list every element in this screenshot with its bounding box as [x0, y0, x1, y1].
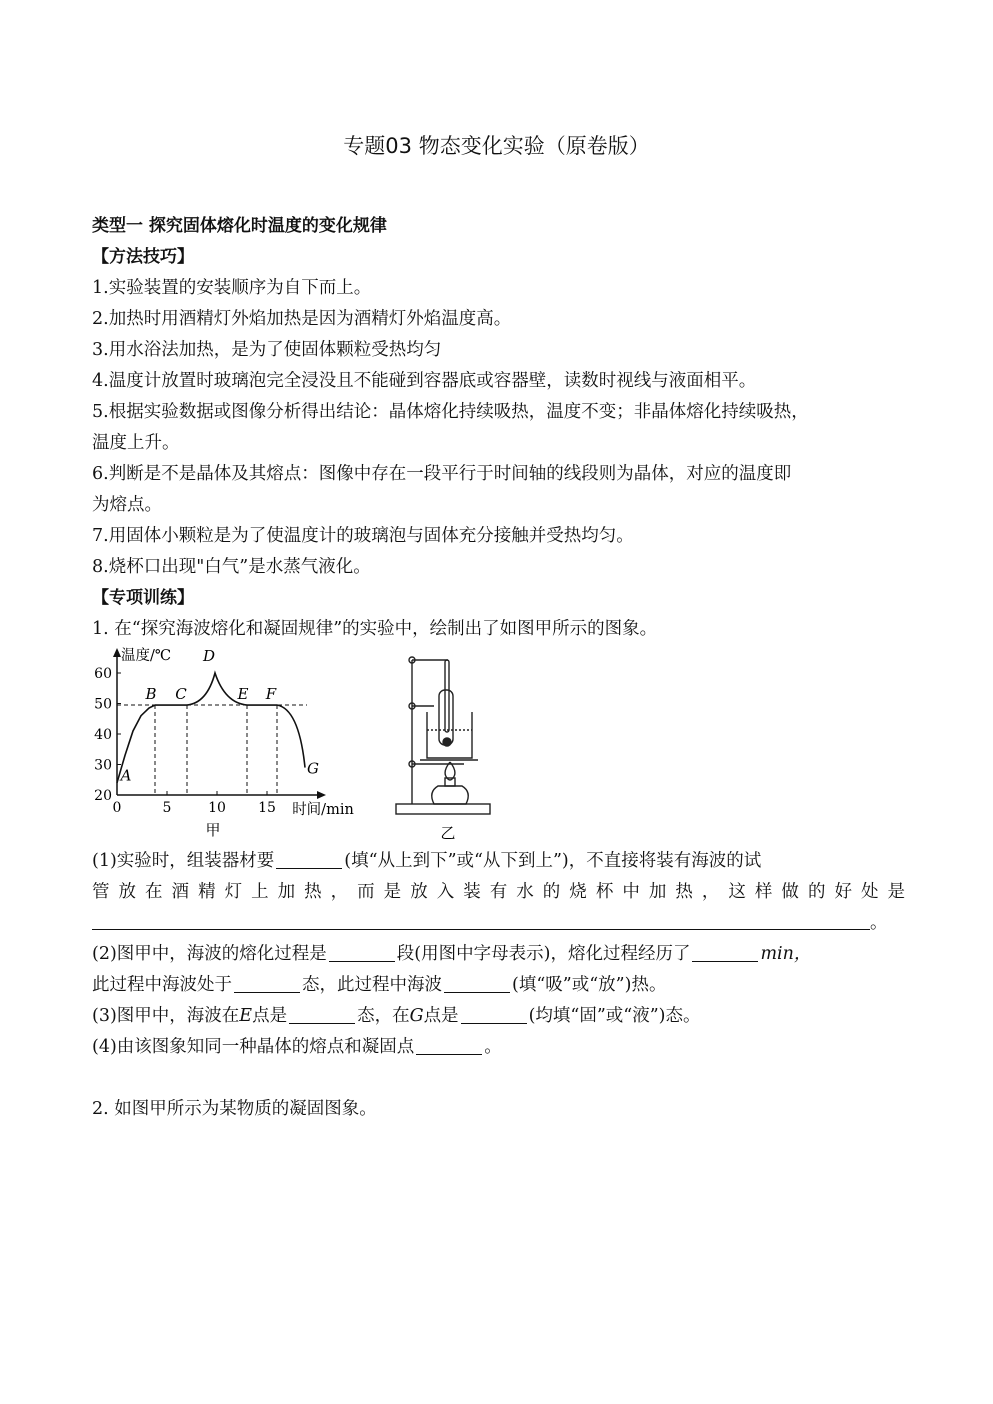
y-tick-label: 40: [94, 727, 112, 743]
point-label-b: B: [145, 685, 157, 704]
tip-1: 1.实验装置的安装顺序为自下而上。: [92, 278, 372, 298]
x-tick-label: 15: [258, 800, 276, 816]
tip-8: 8.烧杯口出现"白气”是水蒸气液化。: [92, 557, 371, 577]
thermometer: [445, 660, 449, 732]
point-label-e: E: [237, 685, 249, 704]
y-tick-label: 30: [94, 757, 112, 774]
tip-2: 2.加热时用酒精灯外焰加热是因为酒精灯外焰温度高。: [92, 309, 512, 329]
point-label-a: A: [120, 766, 132, 785]
test-tube: [439, 690, 453, 745]
training-heading: 【专项训练】: [92, 588, 194, 608]
blank-6[interactable]: [444, 972, 510, 993]
blank-4[interactable]: [692, 941, 758, 962]
melting-chart: [86, 642, 386, 842]
blank-3[interactable]: [329, 941, 395, 962]
tip-7: 7.用固体小颗粒是为了使温度计的玻璃泡与固体充分接触并受热均匀。: [92, 526, 634, 546]
method-heading: 【方法技巧】: [92, 247, 194, 267]
tip-6: 6.判断是不是晶体及其熔点：图像中存在一段平行于时间轴的线段则为晶体，对应的温度即: [92, 464, 792, 484]
q1-part3: (3)图甲中，海波在E点是 态，在G点是 (均填“固”或“液”)态。: [92, 1001, 922, 1032]
y-tick-label: 50: [94, 696, 112, 713]
apparatus-figure: [390, 650, 500, 845]
flame: [445, 762, 455, 780]
x-tick-label: 5: [162, 800, 172, 816]
y-tick-label: 20: [94, 788, 112, 804]
question-2-stem: 2. 如图甲所示为某物质的凝固图象。: [92, 1099, 377, 1119]
y-tick-label: 60: [94, 666, 112, 682]
blank-7[interactable]: [289, 1003, 355, 1024]
chart-caption: 甲: [205, 821, 221, 839]
tip-6-cont: 为熔点。: [92, 495, 162, 515]
q1-part1-line2: 管放在酒精灯上加热，而是放入装有水的烧杯中加热，这样做的好处是: [92, 882, 905, 902]
stand-base: [396, 804, 490, 814]
x-axis-arrow: [317, 791, 326, 799]
question-1-stem: 1. 在“探究海波熔化和凝固规律”的实验中，绘制出了如图甲所示的图象。: [92, 619, 658, 639]
point-label-g: G: [307, 759, 319, 778]
point-label-f: F: [265, 685, 277, 704]
q1-part2-line2: 此过程中海波处于 态，此过程中海波 (填“吸”或“放”)热。: [92, 970, 922, 1001]
q1-part4: (4)由该图象知同一种晶体的熔点和凝固点 。: [92, 1032, 922, 1063]
blank-5[interactable]: [234, 972, 300, 993]
apparatus-caption: 乙: [440, 824, 456, 842]
y-axis-arrow: [113, 648, 121, 657]
blank-8[interactable]: [461, 1003, 527, 1024]
q1-part2-line1: (2)图甲中，海波的熔化过程是 段(用图中字母表示)，熔化过程经历了 min，: [92, 939, 922, 970]
section-heading: 类型一 探究固体熔化时温度的变化规律: [92, 216, 387, 236]
x-tick-label: 0: [112, 800, 122, 816]
point-label-d: D: [202, 647, 216, 665]
tip-4: 4.温度计放置时玻璃泡完全浸没且不能碰到容器底或容器壁，读数时视线与液面相平。: [92, 371, 757, 391]
tip-3: 3.用水浴法加热，是为了使固体颗粒受热均匀: [92, 340, 442, 360]
x-axis-label: 时间/min: [292, 802, 354, 818]
q1-part1-end: 。: [870, 913, 888, 933]
alcohol-lamp: [432, 786, 469, 804]
q1-part1-line1: (1)实验时，组装器材要 (填“从上到下”或“从下到上”)，不直接将装有海波的试: [92, 846, 922, 877]
blank-9[interactable]: [416, 1034, 482, 1055]
blank-2[interactable]: [92, 929, 870, 930]
y-axis-label: 温度/℃: [121, 648, 172, 664]
point-label-c: C: [175, 685, 187, 704]
x-tick-label: 10: [208, 800, 226, 816]
tip-5: 5.根据实验数据或图像分析得出结论：晶体熔化持续吸热，温度不变；非晶体熔化持续吸热，: [92, 402, 809, 422]
thermometer-bulb: [443, 738, 451, 746]
tip-5-cont: 温度上升。: [92, 433, 180, 453]
blank-1[interactable]: [276, 848, 342, 869]
page-title: 专题03 物态变化实验（原卷版）: [343, 134, 650, 158]
